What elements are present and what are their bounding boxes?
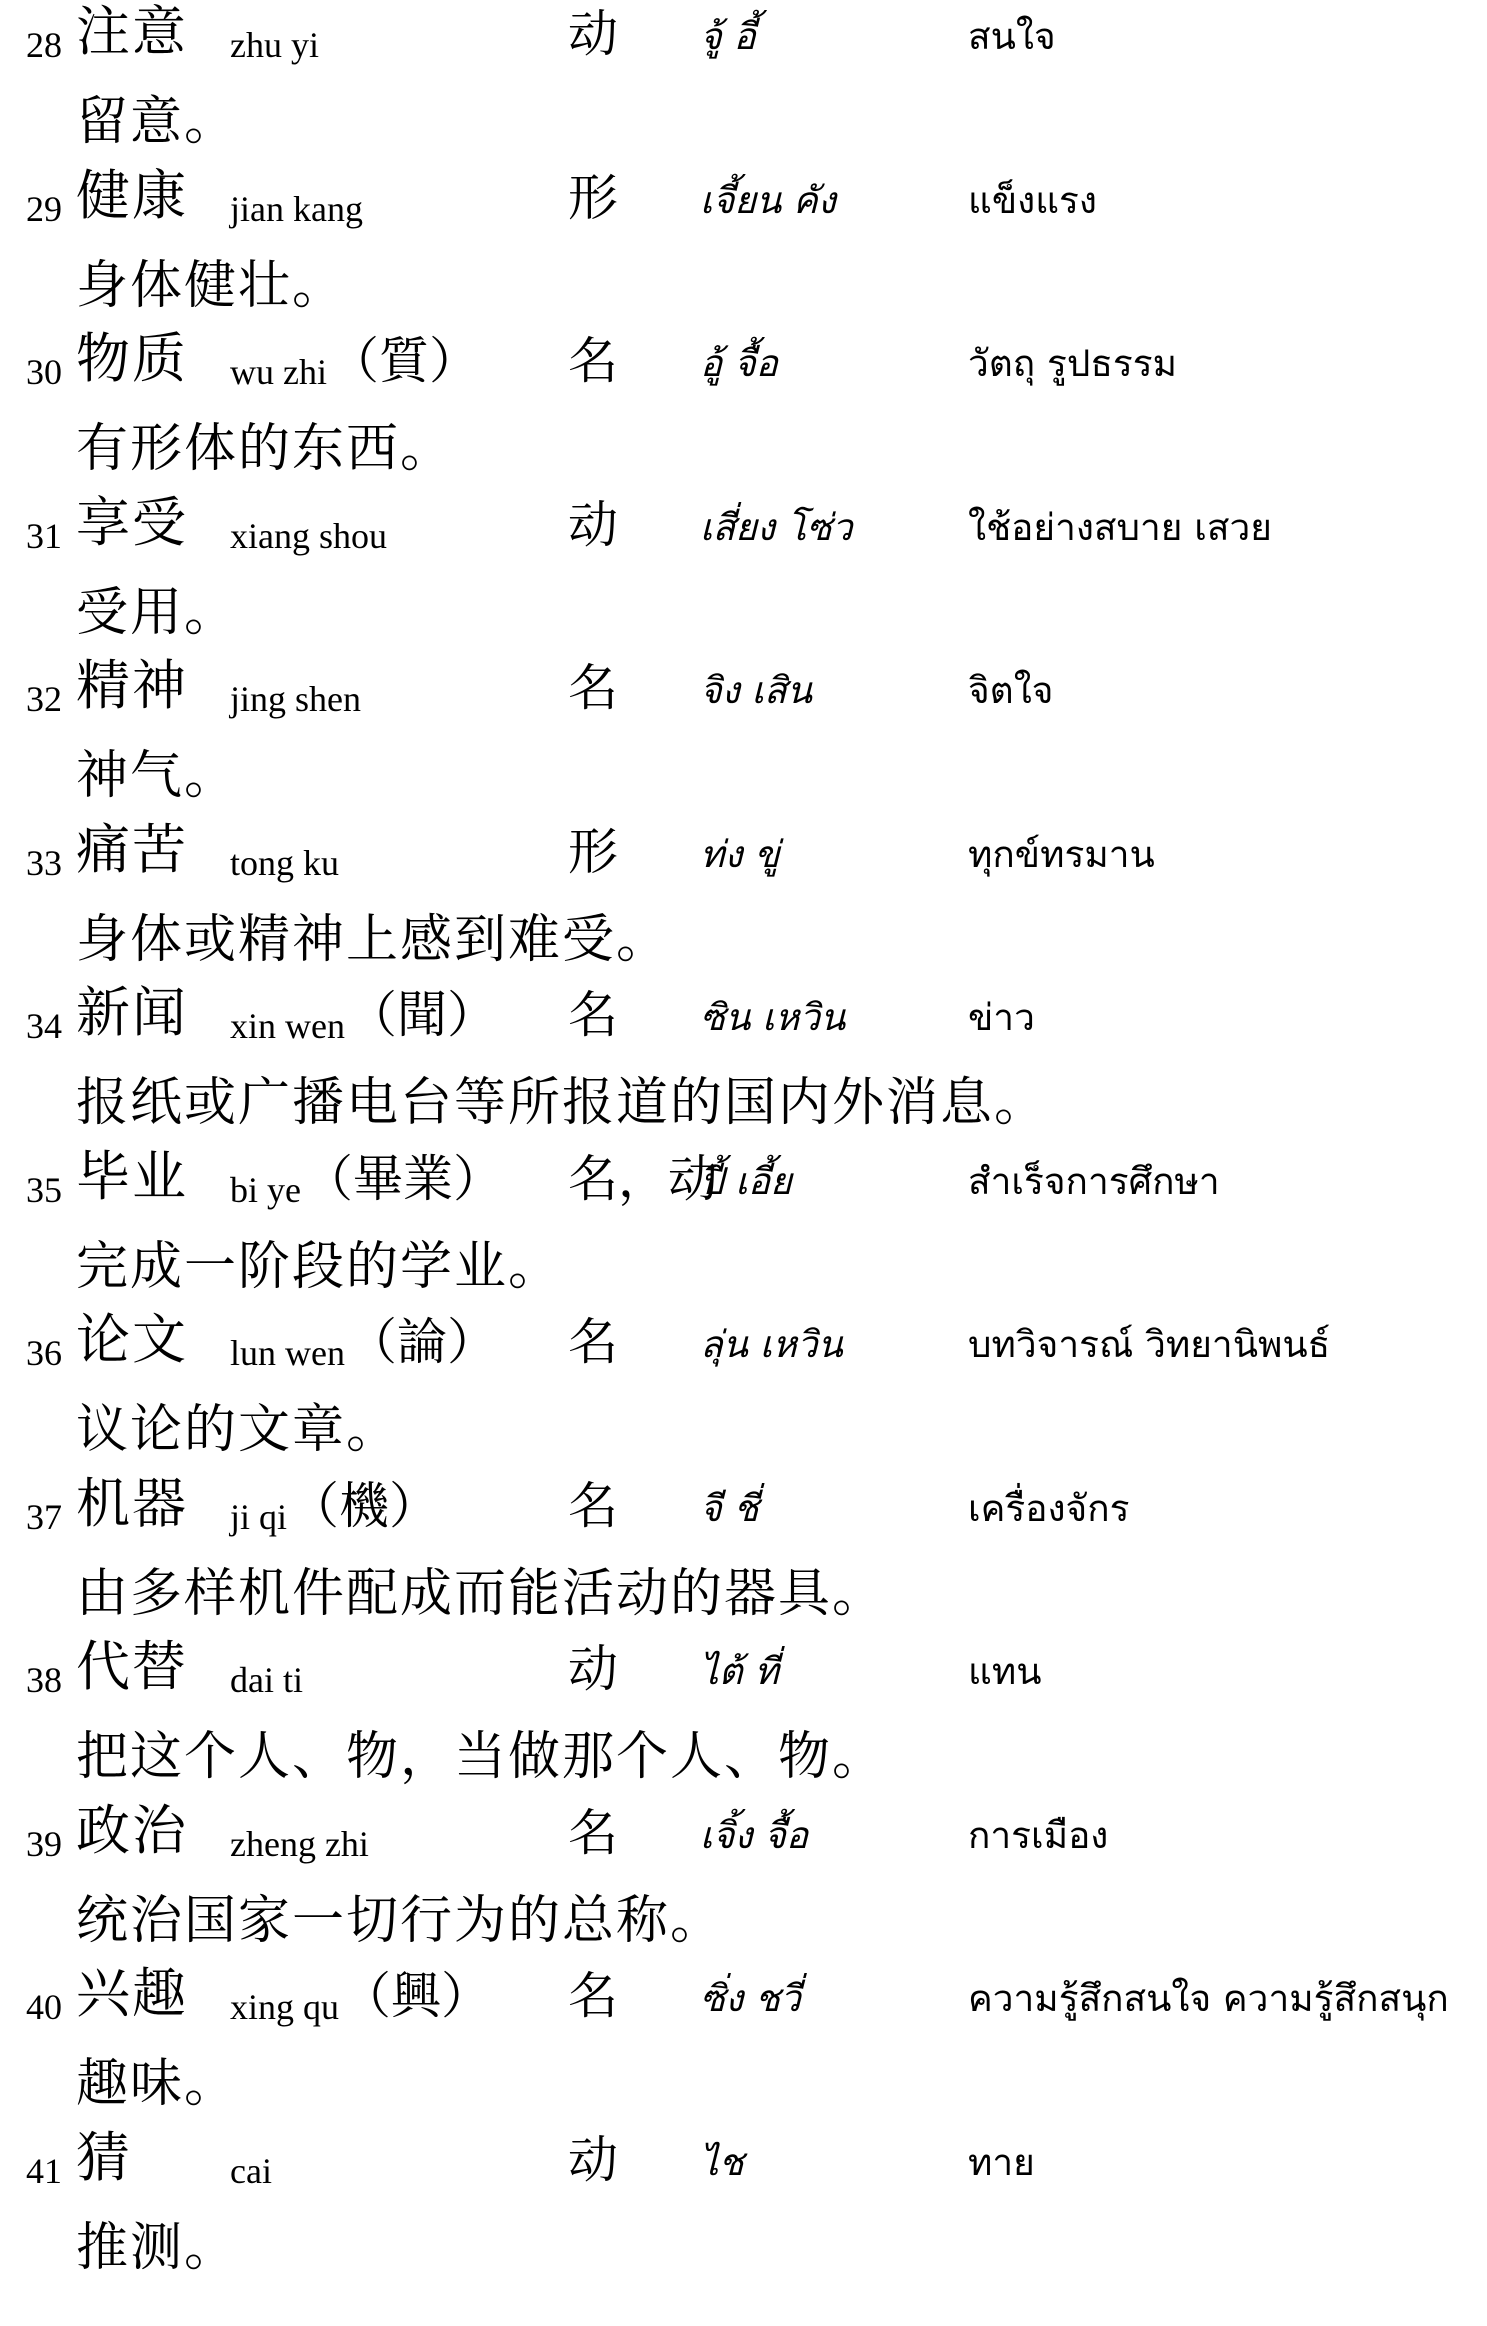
entry-traditional-form: （興） (341, 1967, 491, 2025)
entry-header-row (0, 491, 1487, 573)
entry-thai-meaning: จิตใจ (968, 669, 1054, 712)
entry-header-row (0, 164, 1487, 246)
entry-thai-reading: ซิน เหวิน (700, 996, 846, 1039)
entry-pinyin: wu zhi (230, 352, 327, 392)
entry-thai-reading: เจี้ยน คัง (700, 178, 836, 222)
vocab-entry (0, 1145, 1487, 1309)
entry-number: 29 (26, 188, 62, 229)
entry-number: 28 (26, 25, 62, 65)
entry-number: 37 (26, 1496, 62, 1537)
entry-thai-meaning: สนใจ (968, 15, 1056, 58)
entry-number: 32 (26, 679, 62, 719)
entry-word: 健康 (76, 163, 188, 227)
entry-header-row (0, 1308, 1487, 1390)
entry-thai-meaning: เครื่องจักร (968, 1486, 1130, 1530)
entry-word: 痛苦 (76, 817, 188, 881)
entry-part-of-speech: 名 (568, 1967, 618, 2025)
entry-header-row (0, 1145, 1487, 1227)
vocab-entry (0, 1799, 1487, 1963)
entry-word: 机器 (76, 1471, 188, 1535)
entry-part-of-speech: 名 (568, 332, 618, 390)
vocab-entry (0, 981, 1487, 1145)
entry-header-row (0, 818, 1487, 900)
entry-header-row (0, 2126, 1487, 2208)
entry-thai-reading: จี ชี่ (700, 1486, 759, 1530)
entry-number: 33 (26, 842, 62, 883)
entry-pinyin: zheng zhi (230, 1823, 369, 1864)
vocab-entry (0, 0, 1487, 164)
entry-number: 35 (26, 1169, 62, 1210)
entry-thai-meaning: ข่าว (968, 996, 1035, 1039)
entry-part-of-speech: 名 (568, 659, 618, 717)
entry-thai-meaning: การเมือง (968, 1813, 1109, 1857)
entry-thai-meaning: ทาย (968, 2140, 1035, 2184)
entry-word: 政治 (76, 1798, 188, 1862)
entry-number: 41 (26, 2150, 62, 2191)
entry-definition: 报纸或广播电台等所报道的国内外消息。 (76, 1073, 1049, 1133)
entry-thai-meaning: แทน (968, 1650, 1042, 1693)
entry-thai-reading: ท่ง ขู่ (700, 832, 780, 876)
entry-thai-reading: เจิ้ง จื้อ (700, 1813, 809, 1857)
entry-number: 31 (26, 515, 62, 556)
entry-thai-reading: เสี่ยง โซ่ว (700, 505, 853, 549)
entry-traditional-form: （機） (289, 1476, 439, 1535)
entry-pinyin: jian kang (230, 188, 363, 229)
entry-thai-reading: ปี้ เอี้ย (700, 1159, 792, 1203)
entry-definition: 有形体的东西。 (76, 419, 455, 479)
entry-part-of-speech: 动 (568, 5, 618, 63)
entry-thai-meaning: ความรู้สึกสนใจ ความรู้สึกสนุก (968, 1977, 1449, 2020)
entry-pinyin: ji qi (230, 1496, 288, 1537)
entry-header-row (0, 1472, 1487, 1554)
entry-part-of-speech: 动 (568, 2130, 618, 2189)
entry-pinyin: dai ti (230, 1660, 303, 1700)
entry-header-row (0, 1635, 1487, 1717)
entry-thai-reading: ซิ่ง ชวี่ (700, 1977, 801, 2020)
entry-thai-meaning: แข็งแรง (968, 178, 1097, 222)
entry-header-row (0, 1799, 1487, 1881)
entry-part-of-speech: 名 (568, 986, 618, 1044)
entry-pinyin: bi ye (230, 1169, 301, 1210)
entry-part-of-speech: 形 (568, 168, 618, 227)
entry-definition: 留意。 (76, 92, 239, 152)
entry-definition: 议论的文章。 (76, 1400, 401, 1460)
entry-word: 注意 (76, 0, 188, 63)
entry-thai-meaning: ใช้อย่างสบาย เสวย (968, 505, 1272, 549)
entry-thai-reading: อู้ จื้อ (700, 342, 778, 385)
entry-part-of-speech: 动 (568, 1640, 618, 1698)
entry-pinyin: xing qu (230, 1987, 340, 2027)
entry-definition: 身体健壮。 (76, 255, 347, 316)
entry-part-of-speech: 动 (568, 495, 618, 554)
entry-number: 40 (26, 1987, 62, 2027)
entry-traditional-form: （質） (329, 332, 479, 390)
entry-pinyin: jing shen (230, 679, 361, 719)
vocab-entry (0, 818, 1487, 982)
entry-header-row (0, 0, 1487, 82)
entry-word: 精神 (76, 654, 188, 717)
entry-header-row (0, 1962, 1487, 2044)
entry-thai-meaning: วัตถุ รูปธรรม (968, 342, 1178, 385)
entry-word: 享受 (76, 490, 188, 554)
vocab-entry (0, 164, 1487, 328)
entry-header-row (0, 981, 1487, 1063)
entry-word: 新闻 (76, 981, 188, 1044)
vocab-entry (0, 654, 1487, 818)
entry-thai-reading: จู้ อี้ (700, 15, 756, 58)
vocab-entry (0, 327, 1487, 491)
entry-number: 39 (26, 1823, 62, 1864)
entry-pinyin: lun wen (230, 1333, 345, 1373)
entry-word: 物质 (76, 327, 188, 390)
entry-definition: 身体或精神上感到难受。 (76, 909, 671, 970)
entry-definition: 完成一阶段的学业。 (76, 1236, 563, 1297)
entry-definition: 受用。 (76, 582, 239, 643)
entry-thai-reading: จิง เสิน (700, 669, 813, 712)
vocab-entry (0, 491, 1487, 655)
entry-thai-reading: ลุ่น เหวิน (700, 1323, 843, 1366)
entry-definition: 神气。 (76, 746, 239, 806)
entry-header-row (0, 654, 1487, 736)
entry-thai-meaning: สำเร็จการศึกษา (968, 1159, 1220, 1203)
entry-part-of-speech: 形 (568, 822, 618, 881)
entry-word: 代替 (76, 1635, 188, 1698)
entry-thai-reading: ไช (700, 2140, 744, 2184)
vocab-entry (0, 1962, 1487, 2126)
entry-number: 34 (26, 1006, 62, 1046)
entry-pinyin: zhu yi (230, 25, 319, 65)
vocab-entry (0, 1635, 1487, 1799)
entry-traditional-form: （論） (347, 1313, 497, 1371)
entry-definition: 趣味。 (76, 2054, 239, 2114)
entry-part-of-speech: 名，动 (568, 1149, 718, 1208)
entry-number: 38 (26, 1660, 62, 1700)
entry-pinyin: cai (230, 2150, 272, 2191)
entry-header-row (0, 327, 1487, 409)
entry-pinyin: xiang shou (230, 515, 387, 556)
entry-word: 兴趣 (76, 1962, 188, 2025)
entry-word: 猜 (76, 2125, 132, 2189)
entry-definition: 统治国家一切行为的总称。 (76, 1890, 725, 1951)
entry-thai-meaning: บทวิจารณ์ วิทยานิพนธ์ (968, 1323, 1331, 1366)
entry-pinyin: xin wen (230, 1006, 345, 1046)
entry-part-of-speech: 名 (568, 1313, 618, 1371)
entry-thai-meaning: ทุกข์ทรมาน (968, 832, 1155, 876)
entry-definition: 由多样机件配成而能活动的器具。 (76, 1563, 887, 1624)
entry-word: 论文 (76, 1308, 188, 1371)
entry-definition: 推测。 (76, 2217, 239, 2278)
entry-traditional-form: （聞） (347, 986, 497, 1044)
entry-thai-reading: ไต้ ที่ (700, 1650, 779, 1693)
entry-pinyin: tong ku (230, 842, 340, 883)
entry-traditional-form: （畢業） (303, 1149, 503, 1208)
vocab-entry (0, 1472, 1487, 1636)
entry-part-of-speech: 名 (568, 1476, 618, 1535)
entry-word: 毕业 (76, 1144, 188, 1208)
entry-number: 30 (26, 352, 62, 392)
entry-definition: 把这个人、物，当做那个人、物。 (76, 1727, 887, 1787)
entry-part-of-speech: 名 (568, 1803, 618, 1862)
entry-number: 36 (26, 1333, 62, 1373)
vocab-entry (0, 1308, 1487, 1472)
vocab-entry (0, 2126, 1487, 2290)
